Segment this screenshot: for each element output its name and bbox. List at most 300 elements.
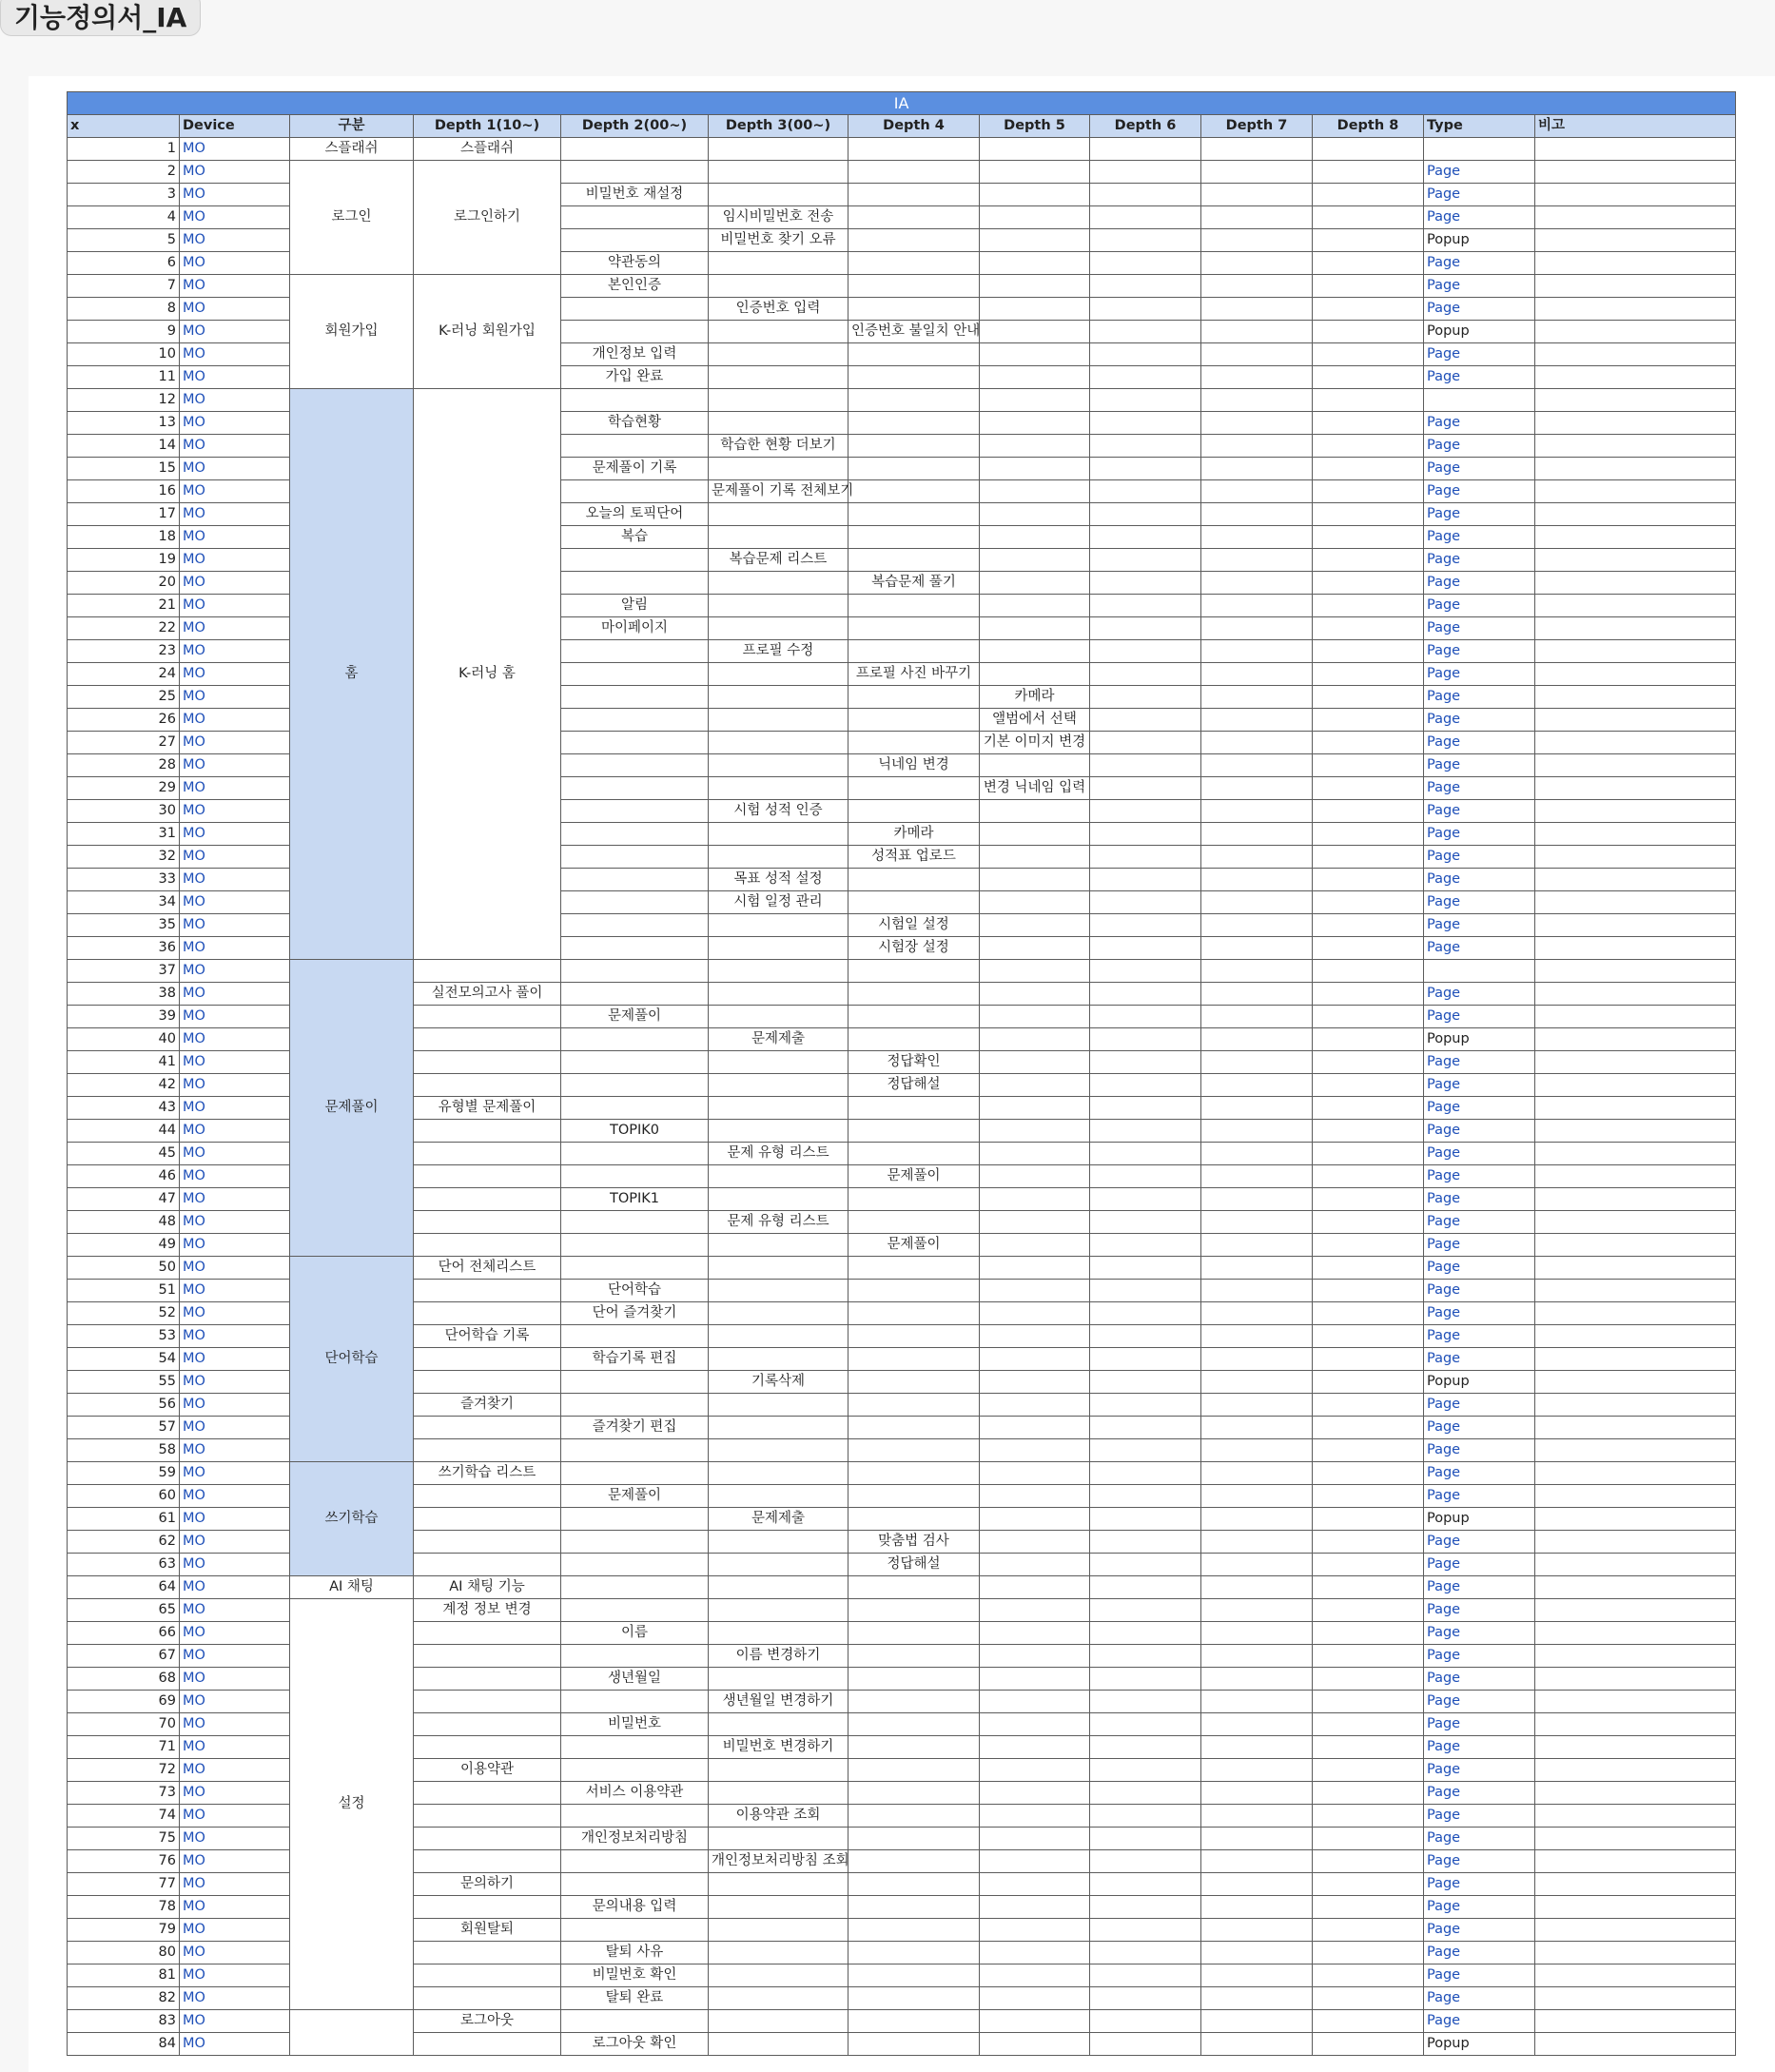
- depth3-cell: [709, 275, 848, 298]
- depth4-cell: [848, 1439, 980, 1462]
- depth6-cell: [1090, 435, 1201, 458]
- depth5-cell: [980, 252, 1090, 275]
- depth8-cell: [1313, 389, 1424, 412]
- depth5-cell: [980, 1006, 1090, 1028]
- depth1-cell: [414, 1896, 561, 1919]
- row-index: 73: [68, 1782, 180, 1805]
- device-cell: MO: [180, 1188, 290, 1211]
- column-header: Depth 1(10~): [414, 115, 561, 138]
- depth7-cell: [1201, 343, 1313, 366]
- depth4-cell: [848, 1736, 980, 1759]
- depth3-cell: [709, 389, 848, 412]
- depth5-cell: [980, 1120, 1090, 1143]
- type-cell: Page: [1424, 1896, 1535, 1919]
- depth8-cell: [1313, 1599, 1424, 1622]
- device-cell: MO: [180, 663, 290, 686]
- note-cell: [1535, 1485, 1736, 1508]
- depth6-cell: [1090, 1942, 1201, 1964]
- device-cell: MO: [180, 983, 290, 1006]
- depth2-cell: [561, 435, 709, 458]
- type-cell: Page: [1424, 1006, 1535, 1028]
- depth5-cell: [980, 1599, 1090, 1622]
- depth1-cell: 단어 전체리스트: [414, 1257, 561, 1280]
- note-cell: [1535, 800, 1736, 823]
- row-index: 76: [68, 1850, 180, 1873]
- depth7-cell: [1201, 1211, 1313, 1234]
- depth2-cell: [561, 1234, 709, 1257]
- depth7-cell: [1201, 732, 1313, 754]
- depth4-cell: [848, 229, 980, 252]
- type-cell: Page: [1424, 206, 1535, 229]
- type-cell: Page: [1424, 275, 1535, 298]
- row-index: 5: [68, 229, 180, 252]
- depth6-cell: [1090, 275, 1201, 298]
- depth5-cell: [980, 412, 1090, 435]
- type-cell: Page: [1424, 1713, 1535, 1736]
- note-cell: [1535, 1508, 1736, 1531]
- depth3-cell: [709, 1828, 848, 1850]
- depth7-cell: [1201, 526, 1313, 549]
- depth8-cell: [1313, 1485, 1424, 1508]
- device-cell: MO: [180, 343, 290, 366]
- depth8-cell: [1313, 1736, 1424, 1759]
- depth6-cell: [1090, 1645, 1201, 1668]
- depth2-cell: [561, 754, 709, 777]
- depth3-cell: [709, 823, 848, 846]
- device-cell: MO: [180, 1622, 290, 1645]
- type-cell: Page: [1424, 1873, 1535, 1896]
- depth4-cell: [848, 480, 980, 503]
- depth2-cell: [561, 1462, 709, 1485]
- row-index: 20: [68, 572, 180, 595]
- column-header: Depth 5: [980, 115, 1090, 138]
- note-cell: [1535, 1599, 1736, 1622]
- depth5-cell: [980, 960, 1090, 983]
- depth5-cell: [980, 891, 1090, 914]
- depth2-cell: 가입 완료: [561, 366, 709, 389]
- depth3-cell: [709, 1325, 848, 1348]
- category-cell: 쓰기학습: [290, 1462, 414, 1576]
- type-cell: Page: [1424, 1828, 1535, 1850]
- category-cell: [290, 2010, 414, 2056]
- row-index: 22: [68, 617, 180, 640]
- row-index: 48: [68, 1211, 180, 1234]
- column-header: Depth 2(00~): [561, 115, 709, 138]
- depth6-cell: [1090, 1006, 1201, 1028]
- depth6-cell: [1090, 480, 1201, 503]
- depth4-cell: [848, 1964, 980, 1987]
- depth4-cell: [848, 275, 980, 298]
- depth6-cell: [1090, 869, 1201, 891]
- depth3-cell: 복습문제 리스트: [709, 549, 848, 572]
- depth2-cell: 개인정보 입력: [561, 343, 709, 366]
- device-cell: MO: [180, 138, 290, 161]
- depth2-cell: 비밀번호 재설정: [561, 184, 709, 206]
- depth7-cell: [1201, 1280, 1313, 1302]
- depth1-cell: 로그아웃: [414, 2010, 561, 2033]
- depth4-cell: 정답확인: [848, 1051, 980, 1074]
- depth3-cell: 시험 일정 관리: [709, 891, 848, 914]
- table-title: IA: [68, 92, 1736, 115]
- depth6-cell: [1090, 1759, 1201, 1782]
- depth4-cell: [848, 1599, 980, 1622]
- depth2-cell: [561, 914, 709, 937]
- type-cell: Page: [1424, 458, 1535, 480]
- row-index: 60: [68, 1485, 180, 1508]
- depth1-cell: [414, 1234, 561, 1257]
- depth7-cell: [1201, 960, 1313, 983]
- depth4-cell: [848, 1188, 980, 1211]
- depth2-cell: [561, 1531, 709, 1554]
- depth6-cell: [1090, 960, 1201, 983]
- depth8-cell: [1313, 1713, 1424, 1736]
- device-cell: MO: [180, 686, 290, 709]
- depth3-cell: [709, 777, 848, 800]
- row-index: 84: [68, 2033, 180, 2056]
- column-header: Depth 7: [1201, 115, 1313, 138]
- depth1-cell: 문의하기: [414, 1873, 561, 1896]
- category-cell: AI 채팅: [290, 1576, 414, 1599]
- note-cell: [1535, 480, 1736, 503]
- note-cell: [1535, 2033, 1736, 2056]
- depth3-cell: [709, 1280, 848, 1302]
- depth8-cell: [1313, 709, 1424, 732]
- row-index: 75: [68, 1828, 180, 1850]
- column-header: Device: [180, 115, 290, 138]
- type-cell: Page: [1424, 298, 1535, 321]
- device-cell: MO: [180, 389, 290, 412]
- depth7-cell: [1201, 161, 1313, 184]
- depth8-cell: [1313, 1964, 1424, 1987]
- depth7-cell: [1201, 1508, 1313, 1531]
- depth8-cell: [1313, 777, 1424, 800]
- depth3-cell: [709, 1987, 848, 2010]
- depth7-cell: [1201, 435, 1313, 458]
- depth4-cell: [848, 1371, 980, 1394]
- device-cell: MO: [180, 1713, 290, 1736]
- depth2-cell: [561, 1143, 709, 1165]
- depth4-cell: [848, 1782, 980, 1805]
- depth5-cell: [980, 526, 1090, 549]
- depth6-cell: [1090, 1302, 1201, 1325]
- row-index: 35: [68, 914, 180, 937]
- depth1-cell: [414, 1736, 561, 1759]
- row-index: 1: [68, 138, 180, 161]
- depth5-cell: [980, 503, 1090, 526]
- note-cell: [1535, 869, 1736, 891]
- device-cell: MO: [180, 1691, 290, 1713]
- depth4-cell: [848, 595, 980, 617]
- depth5-cell: [980, 617, 1090, 640]
- depth3-cell: [709, 1896, 848, 1919]
- note-cell: [1535, 1531, 1736, 1554]
- depth1-cell: K-러닝 홈: [414, 389, 561, 960]
- depth6-cell: [1090, 937, 1201, 960]
- depth2-cell: [561, 663, 709, 686]
- depth6-cell: [1090, 1439, 1201, 1462]
- note-cell: [1535, 366, 1736, 389]
- depth6-cell: [1090, 1736, 1201, 1759]
- depth4-cell: [848, 983, 980, 1006]
- depth3-cell: [709, 184, 848, 206]
- depth3-cell: [709, 1668, 848, 1691]
- depth2-cell: 문제풀이 기록: [561, 458, 709, 480]
- depth1-cell: AI 채팅 기능: [414, 1576, 561, 1599]
- depth6-cell: [1090, 138, 1201, 161]
- depth4-cell: [848, 549, 980, 572]
- depth7-cell: [1201, 1051, 1313, 1074]
- depth4-cell: 시험장 설정: [848, 937, 980, 960]
- depth2-cell: 문제풀이: [561, 1006, 709, 1028]
- type-cell: Page: [1424, 480, 1535, 503]
- depth8-cell: [1313, 869, 1424, 891]
- depth3-cell: 문제제출: [709, 1028, 848, 1051]
- depth7-cell: [1201, 1485, 1313, 1508]
- device-cell: MO: [180, 1896, 290, 1919]
- device-cell: MO: [180, 549, 290, 572]
- note-cell: [1535, 663, 1736, 686]
- depth4-cell: [848, 709, 980, 732]
- depth2-cell: TOPIK0: [561, 1120, 709, 1143]
- type-cell: Popup: [1424, 1371, 1535, 1394]
- depth2-cell: 즐겨찾기 편집: [561, 1417, 709, 1439]
- depth5-cell: 변경 닉네임 입력: [980, 777, 1090, 800]
- depth6-cell: [1090, 526, 1201, 549]
- type-cell: Page: [1424, 617, 1535, 640]
- table-row: [68, 1462, 1736, 1485]
- table-row: [68, 960, 1736, 983]
- type-cell: Page: [1424, 869, 1535, 891]
- depth1-cell: [414, 1645, 561, 1668]
- depth4-cell: 정답해설: [848, 1554, 980, 1576]
- depth5-cell: [980, 1097, 1090, 1120]
- table-row: [68, 275, 1736, 298]
- depth8-cell: [1313, 754, 1424, 777]
- type-cell: Page: [1424, 640, 1535, 663]
- depth1-cell: [414, 1691, 561, 1713]
- depth1-cell: [414, 1805, 561, 1828]
- depth8-cell: [1313, 435, 1424, 458]
- depth2-cell: [561, 549, 709, 572]
- depth6-cell: [1090, 709, 1201, 732]
- depth3-cell: [709, 914, 848, 937]
- depth6-cell: [1090, 1485, 1201, 1508]
- depth5-cell: [980, 1576, 1090, 1599]
- type-cell: Page: [1424, 1805, 1535, 1828]
- device-cell: MO: [180, 161, 290, 184]
- depth3-cell: 문제 유형 리스트: [709, 1211, 848, 1234]
- depth4-cell: [848, 343, 980, 366]
- depth4-cell: [848, 640, 980, 663]
- depth8-cell: [1313, 800, 1424, 823]
- depth2-cell: 복습: [561, 526, 709, 549]
- depth7-cell: [1201, 663, 1313, 686]
- depth4-cell: [848, 206, 980, 229]
- depth8-cell: [1313, 1691, 1424, 1713]
- device-cell: MO: [180, 1645, 290, 1668]
- depth6-cell: [1090, 1028, 1201, 1051]
- depth4-cell: [848, 1143, 980, 1165]
- depth7-cell: [1201, 1006, 1313, 1028]
- depth4-cell: [848, 1828, 980, 1850]
- depth5-cell: [980, 1805, 1090, 1828]
- note-cell: [1535, 206, 1736, 229]
- row-index: 32: [68, 846, 180, 869]
- device-cell: MO: [180, 1417, 290, 1439]
- type-cell: Page: [1424, 526, 1535, 549]
- row-index: 59: [68, 1462, 180, 1485]
- depth7-cell: [1201, 1896, 1313, 1919]
- type-cell: Page: [1424, 1782, 1535, 1805]
- depth2-cell: [561, 823, 709, 846]
- depth4-cell: 정답해설: [848, 1074, 980, 1097]
- device-cell: MO: [180, 617, 290, 640]
- depth3-cell: [709, 1348, 848, 1371]
- depth6-cell: [1090, 1531, 1201, 1554]
- depth6-cell: [1090, 229, 1201, 252]
- depth3-cell: 생년월일 변경하기: [709, 1691, 848, 1713]
- depth3-cell: [709, 1257, 848, 1280]
- depth2-cell: 이름: [561, 1622, 709, 1645]
- note-cell: [1535, 891, 1736, 914]
- type-cell: Page: [1424, 1439, 1535, 1462]
- device-cell: MO: [180, 366, 290, 389]
- device-cell: MO: [180, 1554, 290, 1576]
- device-cell: MO: [180, 1782, 290, 1805]
- depth4-cell: [848, 1280, 980, 1302]
- row-index: 69: [68, 1691, 180, 1713]
- depth7-cell: [1201, 458, 1313, 480]
- depth7-cell: [1201, 549, 1313, 572]
- depth7-cell: [1201, 1576, 1313, 1599]
- depth4-cell: [848, 1485, 980, 1508]
- depth6-cell: [1090, 1691, 1201, 1713]
- depth6-cell: [1090, 1348, 1201, 1371]
- depth3-cell: [709, 366, 848, 389]
- depth2-cell: [561, 846, 709, 869]
- sheet-tab-title[interactable]: 기능정의서_IA: [0, 0, 201, 36]
- depth4-cell: [848, 891, 980, 914]
- device-cell: MO: [180, 1873, 290, 1896]
- type-cell: Page: [1424, 686, 1535, 709]
- depth3-cell: 시험 성적 인증: [709, 800, 848, 823]
- depth3-cell: [709, 1622, 848, 1645]
- depth5-cell: [980, 1325, 1090, 1348]
- device-cell: MO: [180, 960, 290, 983]
- depth3-cell: [709, 686, 848, 709]
- row-index: 11: [68, 366, 180, 389]
- note-cell: [1535, 1736, 1736, 1759]
- type-cell: Page: [1424, 549, 1535, 572]
- table-row: [68, 161, 1736, 184]
- depth5-cell: [980, 914, 1090, 937]
- depth2-cell: [561, 1805, 709, 1828]
- depth6-cell: [1090, 1828, 1201, 1850]
- depth8-cell: [1313, 503, 1424, 526]
- depth7-cell: [1201, 754, 1313, 777]
- depth4-cell: [848, 161, 980, 184]
- depth5-cell: [980, 1782, 1090, 1805]
- depth2-cell: [561, 1211, 709, 1234]
- depth8-cell: [1313, 1919, 1424, 1942]
- note-cell: [1535, 960, 1736, 983]
- depth8-cell: [1313, 960, 1424, 983]
- depth6-cell: [1090, 640, 1201, 663]
- depth2-cell: [561, 1325, 709, 1348]
- depth4-cell: [848, 1211, 980, 1234]
- type-cell: Page: [1424, 1919, 1535, 1942]
- depth3-cell: [709, 1462, 848, 1485]
- depth3-cell: [709, 1188, 848, 1211]
- depth2-cell: [561, 732, 709, 754]
- row-index: 25: [68, 686, 180, 709]
- depth6-cell: [1090, 1417, 1201, 1439]
- depth7-cell: [1201, 1371, 1313, 1394]
- depth6-cell: [1090, 686, 1201, 709]
- depth8-cell: [1313, 2010, 1424, 2033]
- depth6-cell: [1090, 1873, 1201, 1896]
- depth6-cell: [1090, 1143, 1201, 1165]
- depth5-cell: [980, 275, 1090, 298]
- depth5-cell: [980, 1439, 1090, 1462]
- depth8-cell: [1313, 1873, 1424, 1896]
- type-cell: Page: [1424, 184, 1535, 206]
- depth6-cell: [1090, 1165, 1201, 1188]
- depth1-cell: [414, 1508, 561, 1531]
- depth7-cell: [1201, 275, 1313, 298]
- note-cell: [1535, 754, 1736, 777]
- depth7-cell: [1201, 252, 1313, 275]
- depth3-cell: [709, 343, 848, 366]
- row-index: 50: [68, 1257, 180, 1280]
- depth7-cell: [1201, 1439, 1313, 1462]
- depth4-cell: [848, 732, 980, 754]
- depth1-cell: [414, 960, 561, 983]
- note-cell: [1535, 1302, 1736, 1325]
- depth8-cell: [1313, 1165, 1424, 1188]
- note-cell: [1535, 640, 1736, 663]
- depth2-cell: [561, 1508, 709, 1531]
- depth8-cell: [1313, 1028, 1424, 1051]
- depth3-cell: [709, 846, 848, 869]
- depth7-cell: [1201, 1713, 1313, 1736]
- depth7-cell: [1201, 983, 1313, 1006]
- depth5-cell: [980, 1987, 1090, 2010]
- depth8-cell: [1313, 206, 1424, 229]
- device-cell: MO: [180, 1257, 290, 1280]
- depth6-cell: [1090, 298, 1201, 321]
- note-cell: [1535, 1439, 1736, 1462]
- type-cell: Page: [1424, 709, 1535, 732]
- type-cell: Popup: [1424, 2033, 1535, 2056]
- depth7-cell: [1201, 617, 1313, 640]
- row-index: 56: [68, 1394, 180, 1417]
- depth8-cell: [1313, 1942, 1424, 1964]
- device-cell: MO: [180, 1668, 290, 1691]
- depth7-cell: [1201, 389, 1313, 412]
- column-header: 비고: [1535, 115, 1736, 138]
- depth5-cell: [980, 389, 1090, 412]
- depth5-cell: [980, 184, 1090, 206]
- type-cell: Page: [1424, 937, 1535, 960]
- depth8-cell: [1313, 686, 1424, 709]
- depth1-cell: [414, 1371, 561, 1394]
- depth5-cell: [980, 1302, 1090, 1325]
- depth1-cell: 실전모의고사 풀이: [414, 983, 561, 1006]
- note-cell: [1535, 1828, 1736, 1850]
- device-cell: MO: [180, 891, 290, 914]
- depth2-cell: 로그아웃 확인: [561, 2033, 709, 2056]
